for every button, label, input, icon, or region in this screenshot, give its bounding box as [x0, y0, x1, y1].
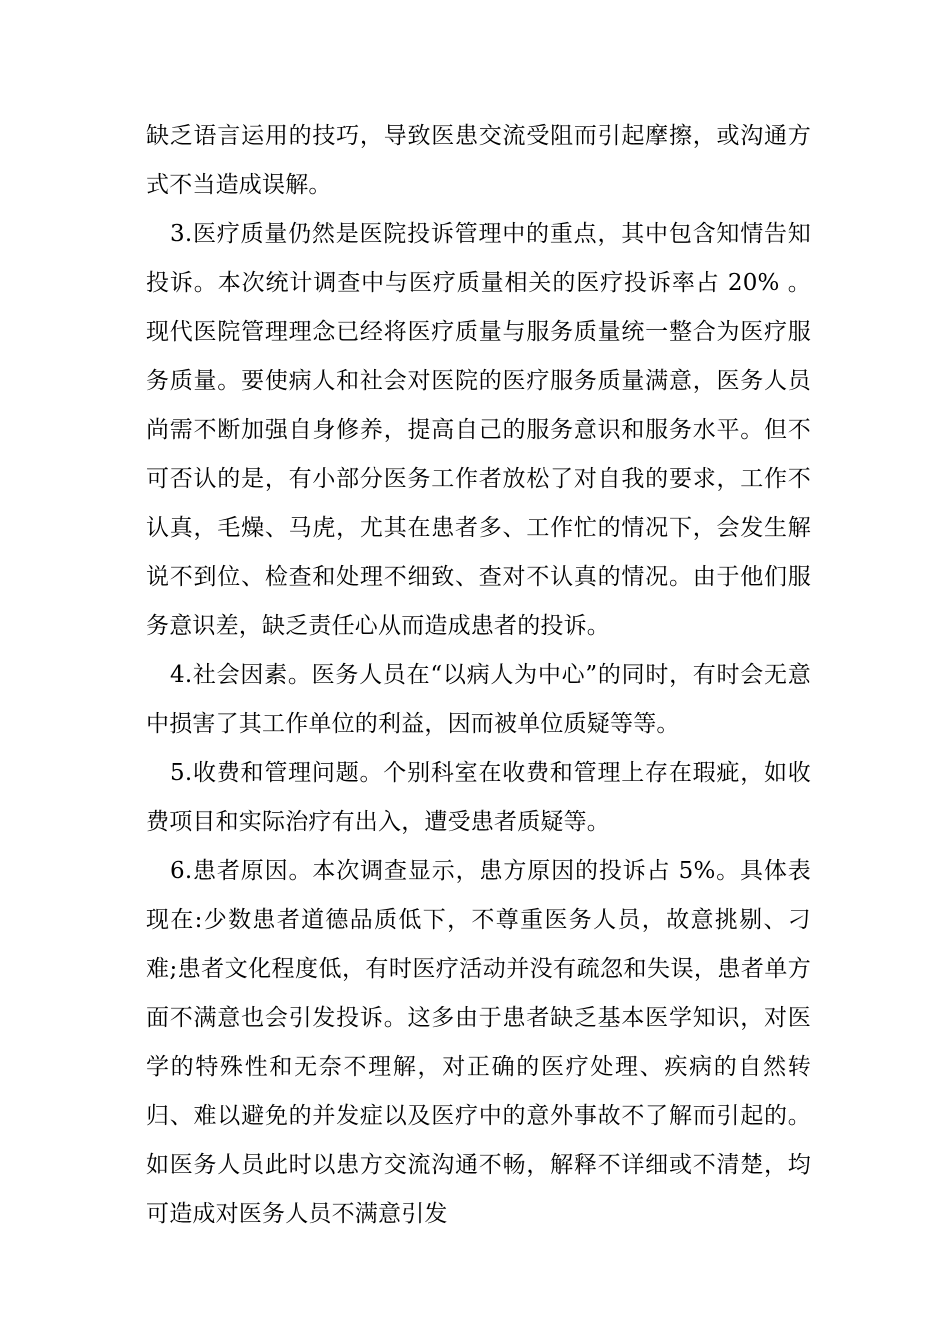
paragraph-patient-reasons: 6.患者原因。本次调查显示，患方原因的投诉占 5%。具体表现在:少数患者道德品质低下，不尊重医务人员，故意挑剔、刁难;患者文化程度低，有时医疗活动并没有疏忽和失误，患者单方面不满意也会引发投诉。这多由于患者缺乏基本医学知识，对医学的特殊性和无奈不理解，对正确的医疗处理、疾病的自然转归、难以避免的并发症以及医疗中的意外事故不了解而引起的。如医务人员此时以患方交流沟通不畅，解释不详细或不清楚，均可造成对医务人员不满意引发 — [146, 858, 811, 1227]
paragraph-social-factors: 4.社会因素。医务人员在“以病人为中心”的同时，有时会无意中损害了其工作单位的利益，因而被单位质疑等等。 — [146, 662, 811, 737]
paragraph-continuation: 缺乏语言运用的技巧，导致医患交流受阻而引起摩擦，或沟通方式不当造成误解。 — [146, 123, 811, 198]
paragraph-medical-quality: 3.医疗质量仍然是医院投诉管理中的重点，其中包含知情告知投诉。本次统计调查中与医疗质量相关的医疗投诉率占 20% 。现代医院管理理念已经将医疗质量与服务质量统一整合为医疗服务质量。要使病人和社会对医院的医疗服务质量满意，医务人员尚需不断加强自身修养，提高自己的服务意识和服务水平。但不可否认的是，有小部分医务工作者放松了对自我的要求，工作不认真，毛燥、马虎，尤其在患者多、工作忙的情况下，会发生解说不到位、检查和处理不细致、查对不认真的情况。由于他们服务意识差，缺乏责任心从而造成患者的投诉。 — [146, 221, 811, 639]
paragraph-fees-management: 5.收费和管理问题。个别科室在收费和管理上存在瑕疵，如收费项目和实际治疗有出入，遭受患者质疑等。 — [146, 760, 811, 835]
document-body — [146, 112, 811, 1239]
